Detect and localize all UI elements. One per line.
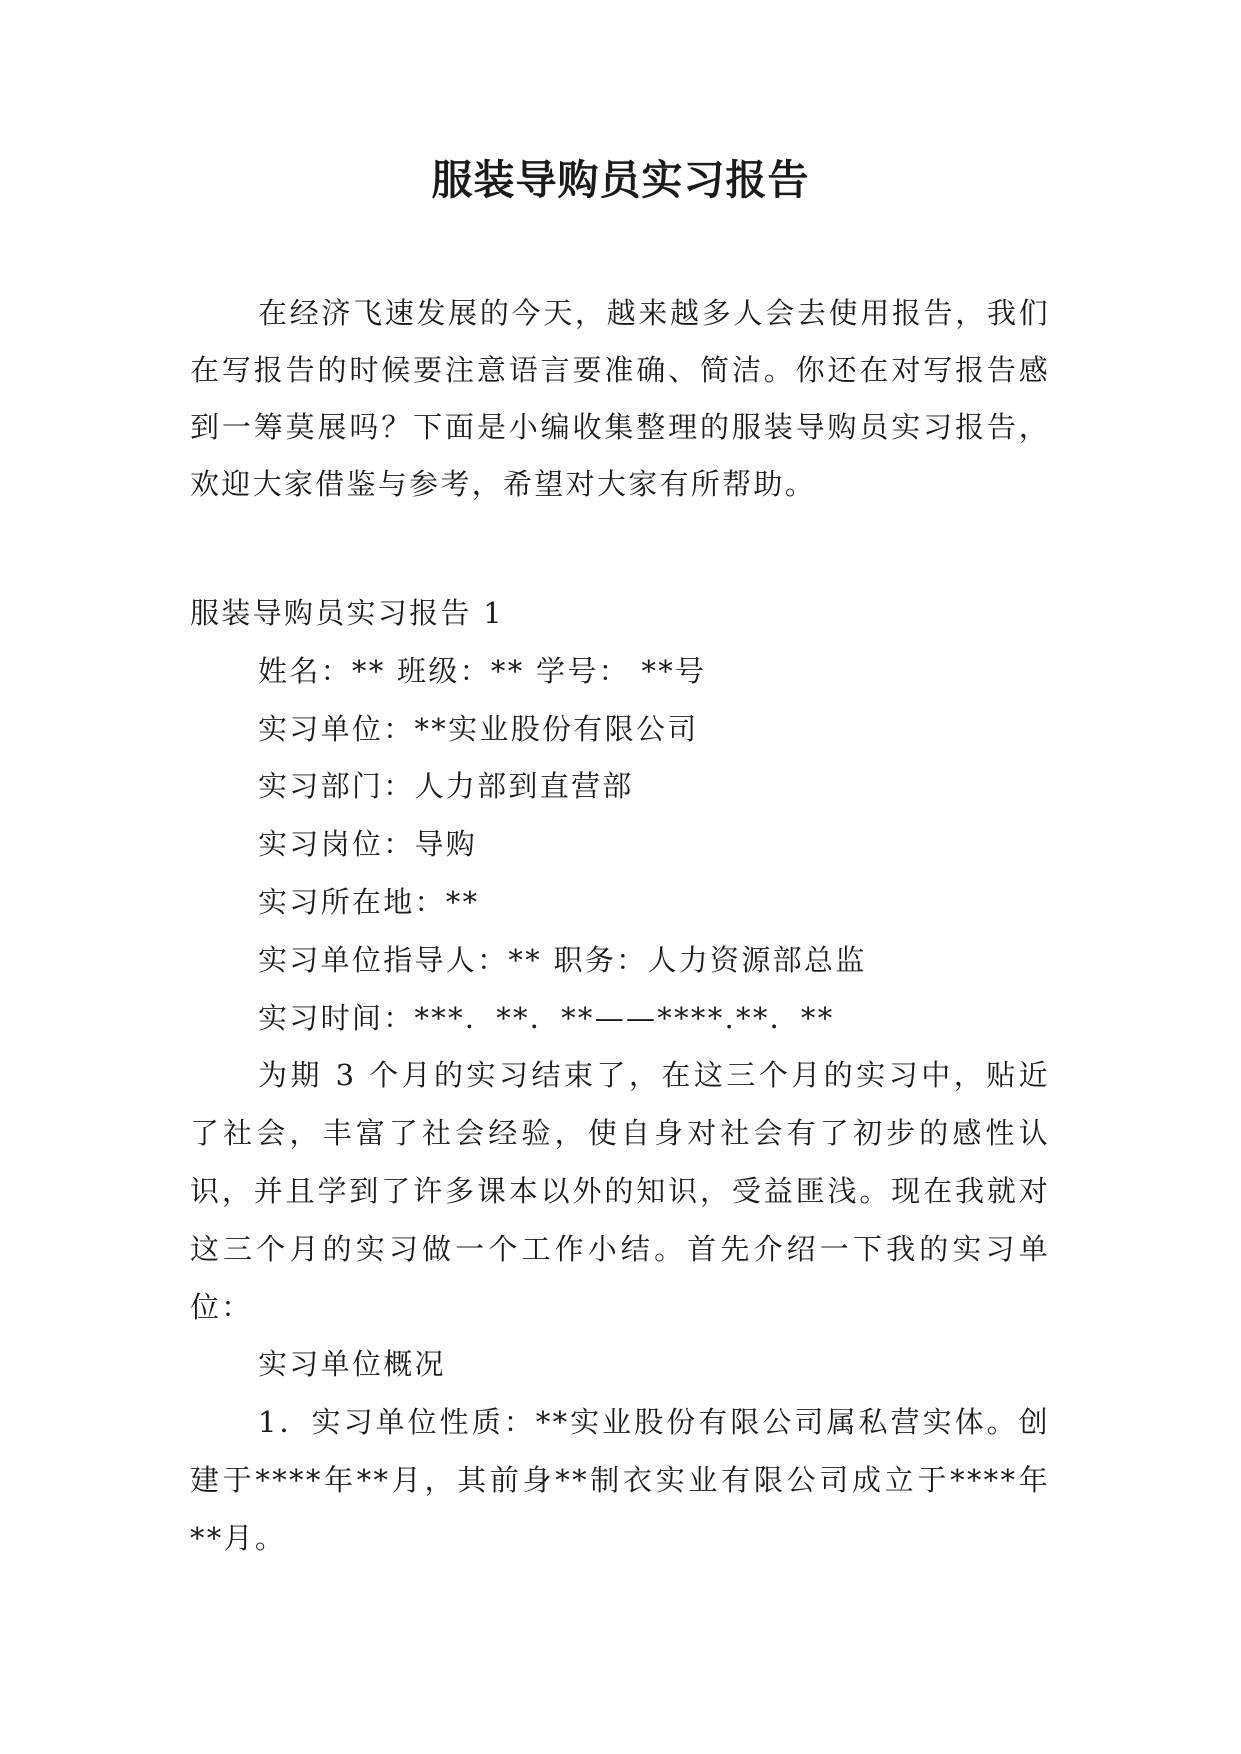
section-heading: 服装导购员实习报告 1 xyxy=(190,596,504,630)
info-line-position: 实习岗位：导购 xyxy=(258,827,478,862)
info-line-name-class-id: 姓名：** 班级：** 学号： **号 xyxy=(258,653,707,688)
intro-block xyxy=(190,285,1050,513)
intro-paragraph: 在经济飞速发展的今天，越来越多人会去使用报告，我们在写报告的时候要注意语言要准确、简洁。你还在对写报告感到一筹莫展吗？下面是小编收集整理的服装导购员实习报告，欢迎大家借鉴与参考，希望对大家有所帮助。 xyxy=(190,296,1050,501)
info-line-internship-unit: 实习单位：**实业股份有限公司 xyxy=(258,711,699,746)
info-line-location: 实习所在地：** xyxy=(258,884,480,919)
document-title: 服装导购员实习报告 xyxy=(431,156,810,204)
info-line-department: 实习部门：人力部到直营部 xyxy=(258,769,634,804)
subheading-unit-overview: 实习单位概况 xyxy=(258,1347,446,1382)
list-item-unit-nature: 1．实习单位性质：**实业股份有限公司属私营实体。创建于****年**月，其前身**制衣实业有限公司成立于****年**月。 xyxy=(190,1405,1050,1555)
info-line-period: 实习时间：***．**．**——****.**．** xyxy=(258,1000,835,1035)
info-line-supervisor: 实习单位指导人：** 职务：人力资源部总监 xyxy=(258,942,867,977)
summary-paragraph: 为期 3 个月的实习结束了，在这三个月的实习中，贴近了社会，丰富了社会经验，使自身对社会有了初步的感性认识，并且学到了许多课本以外的知识，受益匪浅。现在我就对这三个月的实习做一个工作小结。首先介绍一下我的实习单位： xyxy=(190,1058,1050,1324)
report-content xyxy=(190,585,1050,1568)
